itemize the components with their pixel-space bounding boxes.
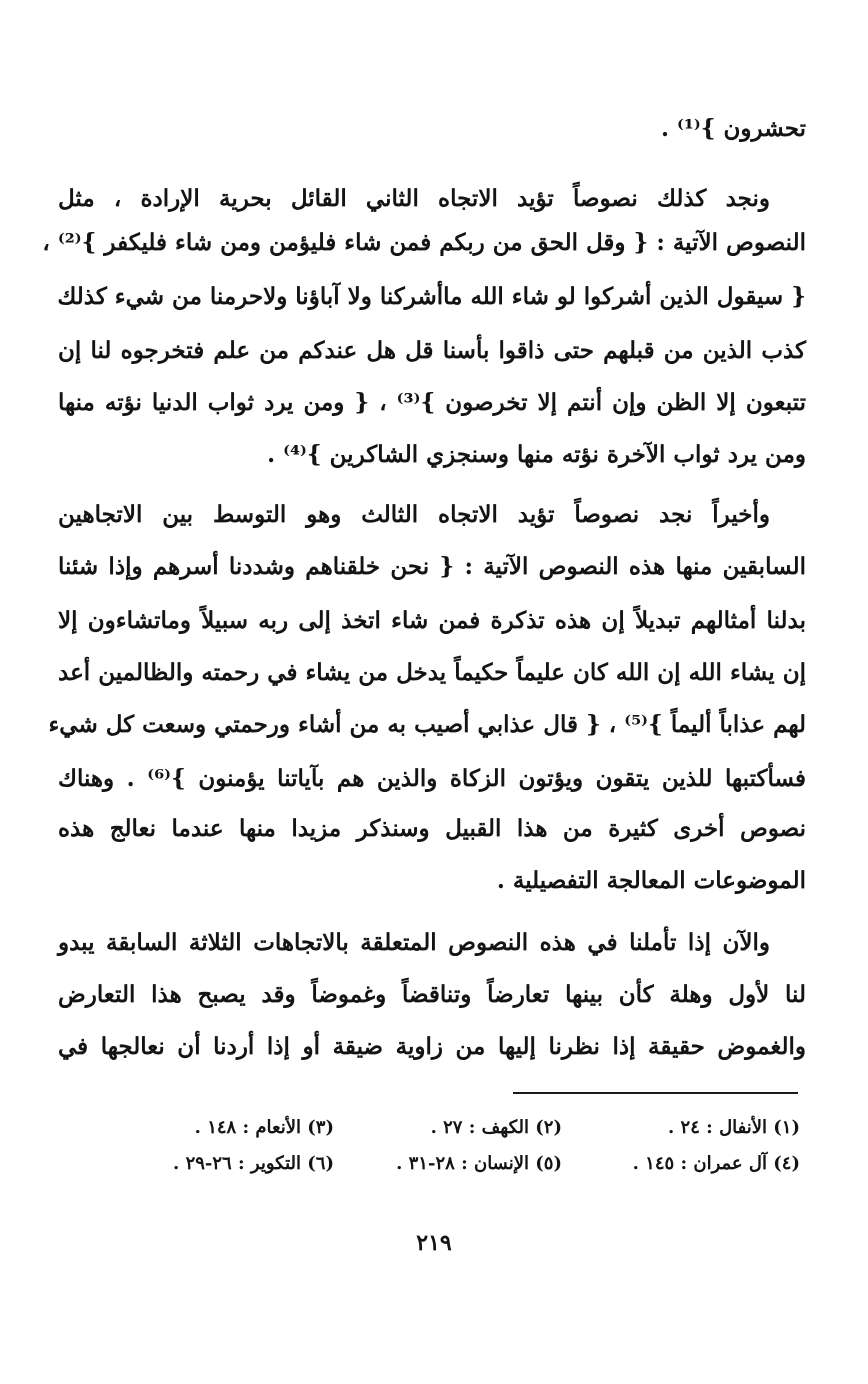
text-line: إن يشاء الله إن الله كان عليماً حكيماً يدخل من يشاء في رحمته والظالمين أعد — [58, 659, 806, 686]
text-line: النصوص الآتية : { وقل الحق من ربكم فمن شاء فليؤمن ومن شاء فليكفر }⁽²⁾ ، — [42, 229, 806, 256]
text-line: لهم عذاباً أليماً }⁽⁵⁾ ، { قال عذابي أصيب به من أشاء ورحمتي وسعت كل شيء — [48, 711, 806, 738]
footnote: (٢) الكهف : ٢٧ . — [430, 1117, 562, 1138]
text-line: والغموض حقيقة إذا نظرنا إليها من زاوية ضيقة أو إذا أردنا أن نعالجها في — [58, 1033, 806, 1060]
footnote: (٦) التكوير : ٢٦-٢٩ . — [173, 1153, 334, 1174]
text-line: فسأكتبها للذين يتقون ويؤتون الزكاة والذين هم بآياتنا يؤمنون }⁽⁶⁾ . وهناك — [58, 765, 807, 792]
footnote: (٥) الإنسان : ٢٨-٣١ . — [396, 1153, 562, 1174]
text-line: ومن يرد ثواب الآخرة نؤته منها وسنجزي الشاكرين }⁽⁴⁾ . — [267, 441, 806, 468]
footnote-divider — [513, 1092, 798, 1094]
page-number: ٢١٩ — [416, 1230, 452, 1256]
footnote: (١) الأنفال : ٢٤ . — [668, 1117, 800, 1138]
text-line: تحشرون }⁽¹⁾ . — [660, 115, 806, 142]
footnote: (٣) الأنعام : ١٤٨ . — [194, 1117, 334, 1138]
text-line: ونجد كذلك نصوصاً تؤيد الاتجاه الثاني القائل بحرية الإرادة ، مثل — [58, 185, 770, 212]
text-line: السابقين منها هذه النصوص الآتية : { نحن خلقناهم وشددنا أسرهم وإذا شئنا — [58, 553, 806, 580]
text-line: بدلنا أمثالهم تبديلاً إن هذه تذكرة فمن شاء اتخذ إلى ربه سبيلاً وماتشاءون إلا — [58, 607, 806, 634]
text-line: الموضوعات المعالجة التفصيلية . — [496, 867, 806, 894]
text-line: وأخيراً نجد نصوصاً تؤيد الاتجاه الثالث وهو التوسط بين الاتجاهين — [58, 501, 770, 528]
text-line: { سيقول الذين أشركوا لو شاء الله ماأشركنا ولا آباؤنا ولاحرمنا من شيء كذلك — [57, 283, 806, 310]
text-line: والآن إذا تأملنا في هذه النصوص المتعلقة بالاتجاهات الثلاثة السابقة يبدو — [58, 929, 770, 956]
text-line: لنا لأول وهلة كأن بينها تعارضاً وتناقضاً وغموضاً وقد يصبح هذا التعارض — [58, 981, 806, 1008]
footnote: (٤) آل عمران : ١٤٥ . — [632, 1153, 800, 1174]
text-line: نصوص أخرى كثيرة من هذا القبيل وسنذكر مزيدا منها عندما نعالج هذه — [58, 815, 806, 842]
text-line: كذب الذين من قبلهم حتى ذاقوا بأسنا قل هل عندكم من علم فتخرجوه لنا إن — [58, 337, 806, 364]
text-line: تتبعون إلا الظن وإن أنتم إلا تخرصون }⁽³⁾ ، { ومن يرد ثواب الدنيا نؤته منها — [58, 389, 806, 416]
